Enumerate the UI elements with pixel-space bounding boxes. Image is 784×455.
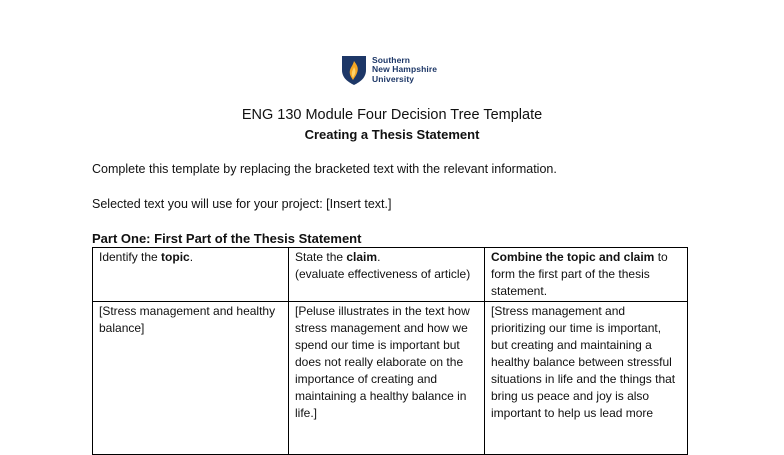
- header-keyword: claim: [346, 250, 378, 264]
- header-suffix: .: [189, 250, 194, 264]
- document-title: ENG 130 Module Four Decision Tree Template: [241, 107, 543, 123]
- header-note: (evaluate effectiveness of article): [295, 267, 471, 281]
- logo-line-1: Southern: [372, 54, 411, 65]
- header-suffix: to form the first part of the thesis statement.: [491, 250, 668, 298]
- header-cell-claim: [289, 248, 485, 302]
- header-cell-combine: [485, 248, 688, 302]
- claim-cell[interactable]: [Peluse illustrates in the text how stress management and how we spend our time is important but does not really elaborate on the importance of creating and maintaining a healthy balance in life.]: [289, 302, 485, 455]
- header-prefix: State the: [295, 250, 347, 264]
- shield-flame-icon: [340, 54, 368, 86]
- decision-tree-table: [92, 247, 688, 455]
- document-subtitle: Creating a Thesis Statement: [304, 127, 480, 142]
- logo-line-2: New Hampshire: [372, 64, 438, 75]
- part-one-heading: Part One: First Part of the Thesis Statement: [92, 231, 362, 246]
- header-suffix: .: [377, 250, 381, 264]
- header-keyword: topic: [161, 250, 190, 264]
- logo-wordmark: [372, 56, 437, 85]
- combined-cell[interactable]: [Stress management and prioritizing our time is important, but creating and maintaining a healthy balance between stressful situations in life and the things that bring us peace and joy is also important to help us lead more: [485, 302, 688, 455]
- topic-cell[interactable]: [Stress management and healthy balance]: [93, 302, 289, 455]
- header-cell-topic: [93, 248, 289, 302]
- snhu-logo: [340, 54, 437, 86]
- header-keyword: Combine the topic and claim: [491, 250, 655, 264]
- table-row: [93, 302, 688, 455]
- selected-text-line: Selected text you will use for your project: [Insert text.]: [92, 197, 392, 211]
- logo-line-3: University: [372, 73, 415, 84]
- table-header-row: [93, 248, 688, 302]
- instruction-text: Complete this template by replacing the bracketed text with the relevant information.: [92, 162, 557, 176]
- header-prefix: Identify the: [99, 250, 162, 264]
